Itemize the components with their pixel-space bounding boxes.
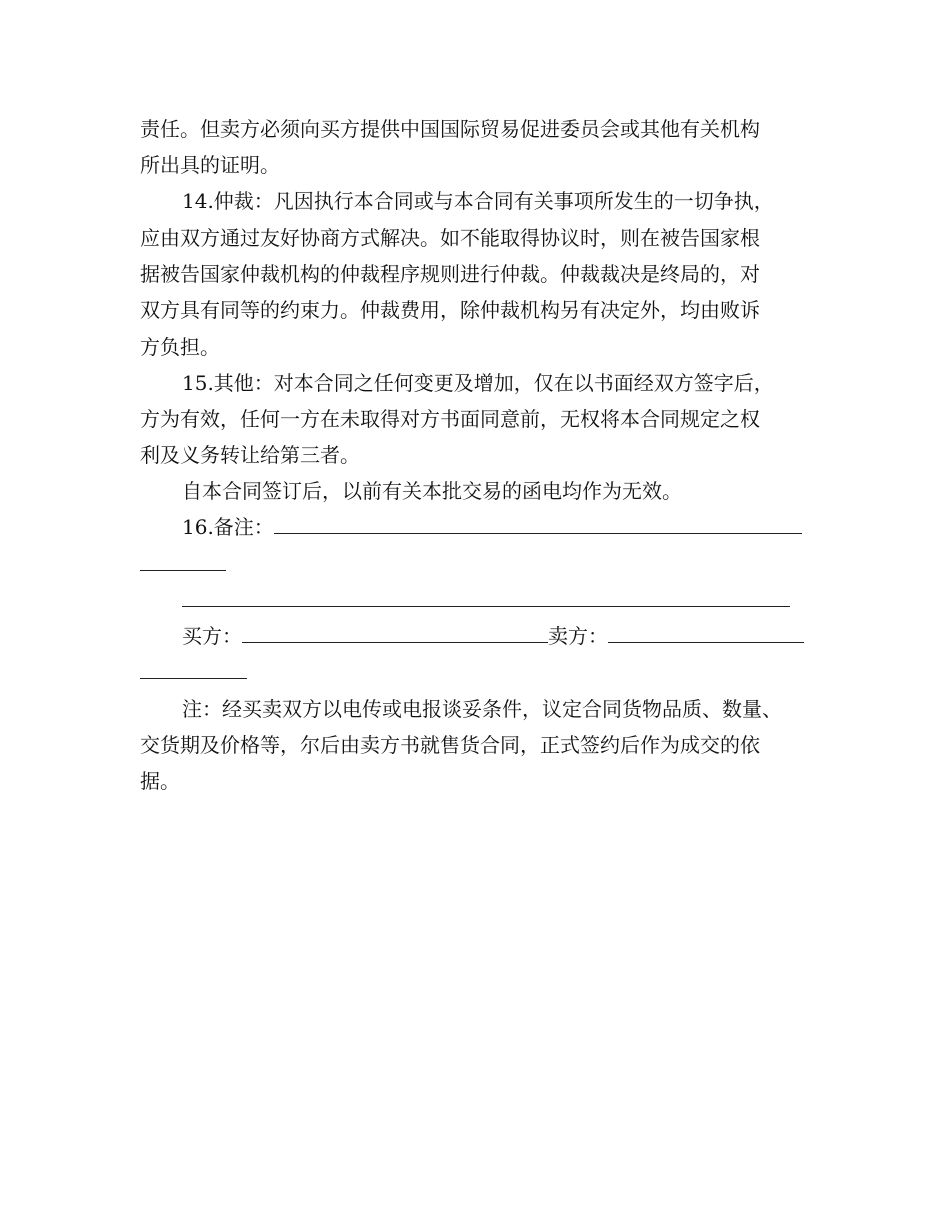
clause14-line3: 据被告国家仲裁机构的仲裁程序规则进行仲裁。仲裁裁决是终局的，对	[140, 262, 760, 286]
seller-signature-blank-2	[140, 660, 247, 679]
clause13-line2: 所出具的证明。	[140, 153, 280, 177]
remarks-extra-line	[182, 586, 790, 614]
clause15-line3: 利及义务转让给第三者。	[140, 443, 360, 467]
clause14-line2: 应由双方通过友好协商方式解决。如不能取得协议时，则在被告国家根	[140, 226, 760, 250]
buyer-label: 买方：	[182, 624, 242, 648]
buyer-signature-blank	[242, 624, 548, 643]
note-line1: 注：经买卖双方以电传或电报谈妥条件，议定合同货物品质、数量、	[182, 697, 782, 721]
clause15-line2: 方为有效，任何一方在未取得对方书面同意前，无权将本合同规定之权	[140, 407, 760, 431]
remarks-continuation	[140, 550, 226, 578]
remarks-label: 16.备注：	[182, 515, 274, 539]
remarks-blank-2	[140, 552, 226, 571]
clause14-line4: 双方具有同等的约束力。仲裁费用，除仲裁机构另有决定外，均由败诉	[140, 298, 760, 322]
remarks-line	[182, 513, 802, 541]
remarks-blank-3	[182, 588, 790, 607]
clause15-line1: 15.其他：对本合同之任何变更及增加，仅在以书面经双方签字后，	[182, 371, 774, 395]
seller-signature-blank-1	[608, 624, 804, 643]
clause14-line1: 14.仲裁：凡因执行本合同或与本合同有关事项所发生的一切争执，	[182, 189, 774, 213]
clause15-line4: 自本合同签订后，以前有关本批交易的函电均作为无效。	[182, 479, 682, 503]
note-line2: 交货期及价格等，尔后由卖方书就售货合同，正式签约后作为成交的依	[140, 733, 760, 757]
seller-label: 卖方：	[548, 624, 608, 648]
remarks-blank-1	[274, 515, 802, 534]
note-line3: 据。	[140, 769, 180, 793]
clause14-line5: 方负担。	[140, 335, 220, 359]
signature-line	[182, 622, 804, 650]
clause13-line1: 责任。但卖方必须向买方提供中国国际贸易促进委员会或其他有关机构	[140, 117, 760, 141]
seller-signature-continuation	[140, 658, 247, 686]
